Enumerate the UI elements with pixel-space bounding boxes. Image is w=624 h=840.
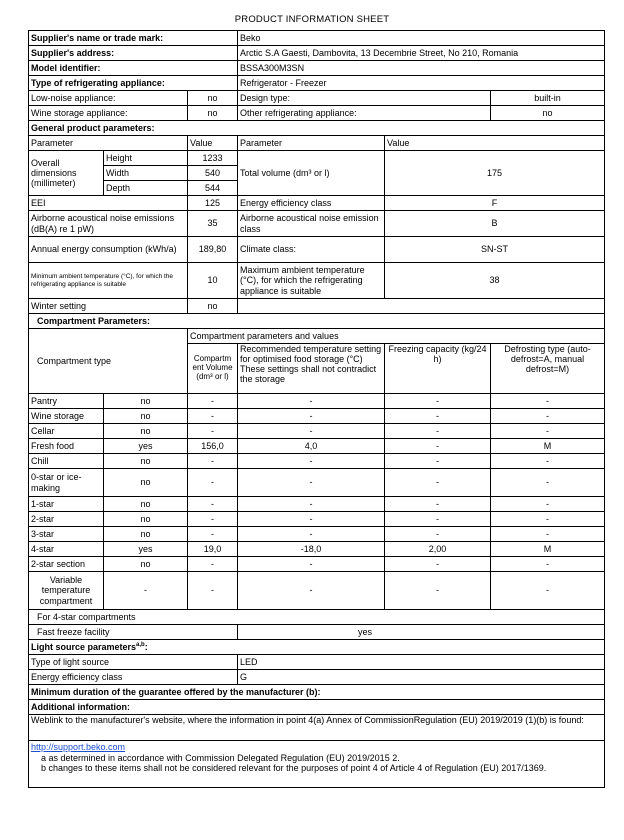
total-volume-label: Total volume (dm³ or l) xyxy=(238,151,385,196)
width-label: Width xyxy=(104,166,188,181)
light-type-value: LED xyxy=(238,655,605,670)
energy-class-label: Energy efficiency class xyxy=(238,196,385,211)
supplier-name-label: Supplier's name or trade mark: xyxy=(29,31,238,46)
compartment-present-cell: no xyxy=(104,409,188,424)
height-value: 1233 xyxy=(188,151,238,166)
variable-compartment-defrost: - xyxy=(491,572,605,610)
compartment-present-cell: yes xyxy=(104,439,188,454)
winter-setting-row xyxy=(29,299,605,314)
variable-compartment-volume: - xyxy=(188,572,238,610)
compartment-temp-cell: - xyxy=(238,424,385,439)
col-value-left: Value xyxy=(188,136,238,151)
compartment-present-cell: no xyxy=(104,454,188,469)
general-heading: General product parameters: xyxy=(29,121,605,136)
compartment-temp-cell: -18,0 xyxy=(238,542,385,557)
compartment-defrost-cell: M xyxy=(491,542,605,557)
weblink-row xyxy=(29,715,605,741)
annual-energy-label: Annual energy consumption (kWh/a) xyxy=(29,237,188,263)
compartment-defrost-cell: - xyxy=(491,424,605,439)
airborne-class-value: B xyxy=(385,211,605,237)
compartment-name-cell: 2-star xyxy=(29,512,104,527)
compartment-row xyxy=(29,512,605,527)
model-label: Model identifier: xyxy=(29,61,238,76)
compartment-defrost-cell: - xyxy=(491,469,605,497)
compartment-row xyxy=(29,542,605,557)
compartment-freeze-cell: - xyxy=(385,424,491,439)
general-heading-row xyxy=(29,121,605,136)
compartment-temp-cell: - xyxy=(238,454,385,469)
compartment-freeze-cell: - xyxy=(385,512,491,527)
light-class-label: Energy efficiency class xyxy=(29,670,238,685)
compartment-present-cell: no xyxy=(104,424,188,439)
winter-setting-label: Winter setting xyxy=(29,299,188,314)
variable-compartment-present: - xyxy=(104,572,188,610)
variable-compartment-temp: - xyxy=(238,572,385,610)
compartment-defrost-cell: - xyxy=(491,394,605,409)
depth-value: 544 xyxy=(188,181,238,196)
compartment-present-cell: no xyxy=(104,527,188,542)
compartment-type-header: Compartment type xyxy=(29,329,188,394)
compartment-name-cell: 3-star xyxy=(29,527,104,542)
wine-storage-value: no xyxy=(188,106,238,121)
fast-freeze-row xyxy=(29,625,605,640)
supplier-address-label: Supplier's address: xyxy=(29,46,238,61)
design-type-label: Design type: xyxy=(238,91,491,106)
volume-header: Compartm ent Volume (dm³ or l) xyxy=(188,344,238,394)
compartment-present-cell: yes xyxy=(104,542,188,557)
compartment-volume-cell: - xyxy=(188,527,238,542)
compartment-freeze-cell: - xyxy=(385,557,491,572)
compartment-volume-cell: - xyxy=(188,557,238,572)
compartment-temp-cell: - xyxy=(238,497,385,512)
light-heading-row xyxy=(29,640,605,655)
light-heading xyxy=(29,640,605,655)
compartment-freeze-cell: - xyxy=(385,527,491,542)
appliance-type-value: Refrigerator - Freezer xyxy=(238,76,605,91)
compartment-temp-cell: - xyxy=(238,394,385,409)
low-noise-row xyxy=(29,91,605,106)
compartment-name-cell: Pantry xyxy=(29,394,104,409)
compartment-params-header: Compartment parameters and values xyxy=(188,329,605,344)
width-value: 540 xyxy=(188,166,238,181)
compartment-name-cell: Chill xyxy=(29,454,104,469)
supplier-address-value: Arctic S.A Gaesti, Dambovita, 13 Decembrie Street, No 210, Romania xyxy=(238,46,605,61)
compartment-volume-cell: 156,0 xyxy=(188,439,238,454)
compartment-name-cell: Fresh food xyxy=(29,439,104,454)
temperature-header: Recommended temperature setting for optimised food storage (°C) These settings shall not contradict the storage xyxy=(238,344,385,394)
climate-class-value: SN-ST xyxy=(385,237,605,263)
compartment-volume-cell: - xyxy=(188,497,238,512)
annual-energy-value: 189,80 xyxy=(188,237,238,263)
model-value: BSSA300M3SN xyxy=(238,61,605,76)
compartment-name-cell: 2-star section xyxy=(29,557,104,572)
wine-storage-label: Wine storage appliance: xyxy=(29,106,188,121)
compartment-freeze-cell: - xyxy=(385,394,491,409)
model-row xyxy=(29,61,605,76)
dimension-height-row xyxy=(29,151,605,166)
depth-label: Depth xyxy=(104,181,188,196)
light-class-row xyxy=(29,670,605,685)
eei-label: EEI xyxy=(29,196,188,211)
supplier-address-row xyxy=(29,46,605,61)
max-temp-value: 38 xyxy=(385,263,605,299)
eei-row xyxy=(29,196,605,211)
appliance-type-label: Type of refrigerating appliance: xyxy=(29,76,238,91)
supplier-name-row xyxy=(29,31,605,46)
airborne-row xyxy=(29,211,605,237)
compartment-name-cell: Cellar xyxy=(29,424,104,439)
fast-freeze-value: yes xyxy=(238,625,605,640)
additional-heading: Additional information: xyxy=(29,700,605,715)
compartment-row xyxy=(29,439,605,454)
annual-energy-row xyxy=(29,237,605,263)
compartment-volume-cell: 19,0 xyxy=(188,542,238,557)
airborne-class-label: Airborne acoustical noise emission class xyxy=(238,211,385,237)
compartment-row xyxy=(29,469,605,497)
compartment-present-cell: no xyxy=(104,394,188,409)
compartment-defrost-cell: - xyxy=(491,527,605,542)
compartment-freeze-cell: 2,00 xyxy=(385,542,491,557)
compartment-temp-cell: - xyxy=(238,469,385,497)
col-parameter-right: Parameter xyxy=(238,136,385,151)
light-heading-sup: a,b xyxy=(136,641,145,648)
notes-row xyxy=(29,741,605,788)
compartment-freeze-cell: - xyxy=(385,439,491,454)
note-b: b changes to these items shall not be considered relevant for the purposes of point 4 of Article 4 of Regulation (EU) 2017/1369. xyxy=(41,763,547,774)
note-a: a as determined in accordance with Commission Delegated Regulation (EU) 2019/2015 2. xyxy=(41,753,400,764)
overall-dimensions-label: Overall dimensions (millimeter) xyxy=(29,151,104,196)
sheet-title: PRODUCT INFORMATION SHEET xyxy=(234,14,390,25)
compartment-temp-cell: - xyxy=(238,512,385,527)
supplier-name-value: Beko xyxy=(238,31,605,46)
light-heading-suffix: : xyxy=(144,641,148,652)
weblink-text: Weblink to the manufacturer's website, where the information in point 4(a) Annex of CommissionRegulation (EU) 2019/2019 (1)(b) is found: xyxy=(29,715,605,741)
defrosting-type-header: Defrosting type (auto-defrost=A, manual defrost=M) xyxy=(491,344,605,394)
compartment-freeze-cell: - xyxy=(385,454,491,469)
energy-class-value: F xyxy=(385,196,605,211)
compartment-volume-cell: - xyxy=(188,512,238,527)
min-temp-value: 10 xyxy=(188,263,238,299)
min-temp-label: Minimum ambient temperature (°C), for which the refrigerating appliance is suitable xyxy=(29,263,188,299)
compartment-name-cell: 4-star xyxy=(29,542,104,557)
compartment-volume-cell: - xyxy=(188,409,238,424)
airborne-value: 35 xyxy=(188,211,238,237)
compartment-name-cell: Wine storage xyxy=(29,409,104,424)
compartment-freeze-cell: - xyxy=(385,469,491,497)
compartment-name-cell: 0-star or ice-making xyxy=(29,469,104,497)
compartment-name-cell: 1-star xyxy=(29,497,104,512)
compartment-row xyxy=(29,409,605,424)
guarantee-label: Minimum duration of the guarantee offered by the manufacturer (b): xyxy=(29,685,605,700)
light-class-value: G xyxy=(238,670,605,685)
compartment-heading: Compartment Parameters: xyxy=(29,314,605,329)
low-noise-value: no xyxy=(188,91,238,106)
product-info-table xyxy=(28,30,605,788)
design-type-value: built-in xyxy=(491,91,605,106)
compartment-present-cell: no xyxy=(104,557,188,572)
airborne-label: Airborne acoustical noise emissions (dB(A) re 1 pW) xyxy=(29,211,188,237)
variable-compartment-freeze: - xyxy=(385,572,491,610)
compartment-row xyxy=(29,394,605,409)
compartment-row xyxy=(29,454,605,469)
compartment-present-cell: no xyxy=(104,469,188,497)
height-label: Height xyxy=(104,151,188,166)
variable-compartment-label: Variable temperature compartment xyxy=(29,572,104,610)
appliance-type-row xyxy=(29,76,605,91)
eei-value: 125 xyxy=(188,196,238,211)
compartment-defrost-cell: - xyxy=(491,454,605,469)
col-parameter-left: Parameter xyxy=(29,136,188,151)
light-type-row xyxy=(29,655,605,670)
light-type-label: Type of light source xyxy=(29,655,238,670)
compartment-params-header-row xyxy=(29,329,605,344)
winter-setting-blank xyxy=(238,299,605,314)
compartment-defrost-cell: - xyxy=(491,512,605,527)
total-volume-value: 175 xyxy=(385,151,605,196)
col-value-right: Value xyxy=(385,136,605,151)
max-temp-label: Maximum ambient temperature (°C), for which the refrigerating appliance is suitable xyxy=(238,263,385,299)
compartment-row xyxy=(29,497,605,512)
additional-heading-row xyxy=(29,700,605,715)
guarantee-row xyxy=(29,685,605,700)
compartment-defrost-cell: - xyxy=(491,409,605,424)
compartment-present-cell: no xyxy=(104,512,188,527)
compartment-volume-cell: - xyxy=(188,454,238,469)
fast-freeze-label: Fast freeze facility xyxy=(29,625,238,640)
compartment-temp-cell: 4,0 xyxy=(238,439,385,454)
wine-storage-row xyxy=(29,106,605,121)
compartment-row xyxy=(29,557,605,572)
support-link[interactable]: http://support.beko.com xyxy=(31,742,126,752)
low-noise-label: Low-noise appliance: xyxy=(29,91,188,106)
other-appliance-label: Other refrigerating appliance: xyxy=(238,106,491,121)
compartment-heading-row xyxy=(29,314,605,329)
compartment-defrost-cell: - xyxy=(491,497,605,512)
compartment-volume-cell: - xyxy=(188,394,238,409)
other-appliance-value: no xyxy=(491,106,605,121)
compartment-temp-cell: - xyxy=(238,557,385,572)
four-star-heading-row xyxy=(29,610,605,625)
compartment-defrost-cell: - xyxy=(491,557,605,572)
compartment-present-cell: no xyxy=(104,497,188,512)
four-star-heading: For 4-star compartments xyxy=(29,610,605,625)
ambient-temp-row xyxy=(29,263,605,299)
compartment-volume-cell: - xyxy=(188,469,238,497)
compartment-temp-cell: - xyxy=(238,409,385,424)
compartment-defrost-cell: M xyxy=(491,439,605,454)
compartment-temp-cell: - xyxy=(238,527,385,542)
compartment-volume-cell: - xyxy=(188,424,238,439)
notes-cell xyxy=(29,741,605,788)
climate-class-label: Climate class: xyxy=(238,237,385,263)
compartment-row xyxy=(29,424,605,439)
compartment-freeze-cell: - xyxy=(385,409,491,424)
general-col-header-row xyxy=(29,136,605,151)
freezing-capacity-header: Freezing capacity (kg/24 h) xyxy=(385,344,491,394)
winter-setting-value: no xyxy=(188,299,238,314)
light-heading-text: Light source parameters xyxy=(31,641,137,652)
variable-compartment-row xyxy=(29,572,605,610)
compartment-freeze-cell: - xyxy=(385,497,491,512)
compartment-row xyxy=(29,527,605,542)
